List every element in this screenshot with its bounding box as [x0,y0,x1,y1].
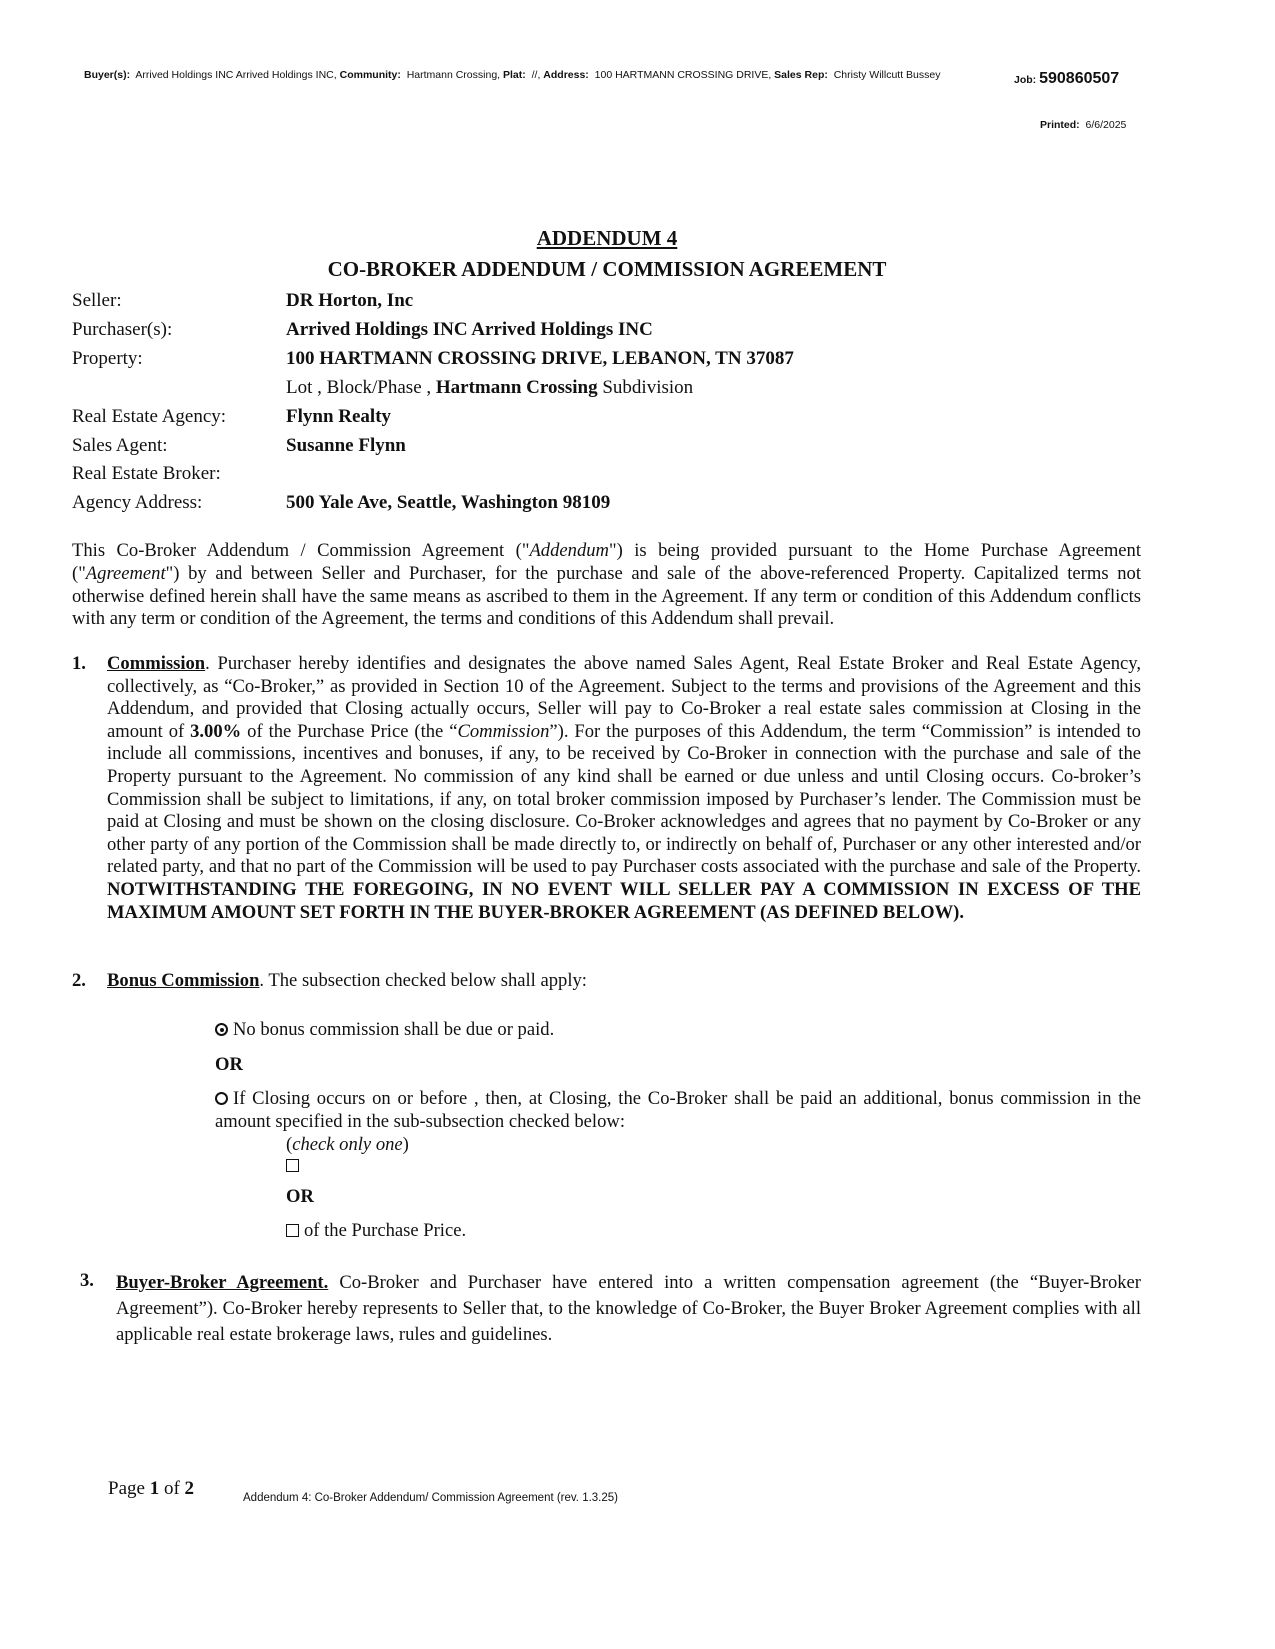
section-3-body [116,1270,1141,1348]
commission-percent: 3.00% [190,720,242,742]
printed-label: Printed: [1040,119,1080,131]
option-no-bonus[interactable] [215,1019,554,1042]
field-label: Seller: [72,290,122,311]
section-2-text: . The subsection checked below shall apply: [259,970,587,991]
field-label: Purchaser(s): [72,319,173,340]
check-only-one-note [286,1134,409,1157]
agreement-term: Agreement [85,562,166,584]
sales-rep-label: Sales Rep: [774,69,828,81]
subdivision-name: Hartmann Crossing [435,377,598,398]
field-value: DR Horton, Inc [286,290,414,311]
field-label: Real Estate Broker: [72,463,221,484]
section-3-text: Co-Broker and Purchaser have entered into a written compensation agreement (the “Buyer-Broker Agreement”). Co-Broker hereby represents to Seller that, to the knowledge of Co-Broker, the Buyer Broker Agreement complies with all applicable real estate brokerage laws, rules and guidelines. [116,1272,1141,1345]
addendum-term: Addendum [529,540,609,561]
field-value: Flynn Realty [286,406,392,427]
buyers-value: Arrived Holdings INC Arrived Holdings INC, [135,69,337,81]
address-value: 100 HARTMANN CROSSING DRIVE, [594,69,772,81]
section-1-body [107,653,1141,924]
section-2-intro [107,970,587,993]
field-label: Sales Agent: [72,435,168,456]
radio-selected-icon[interactable] [215,1023,228,1036]
sub-option-2[interactable] [286,1220,466,1243]
intro-text: ") is being provided pursuant to the Home Purchase Agreement (" [72,540,1141,584]
document-title: ADDENDUM 4 [536,226,678,250]
page-current: 1 [149,1478,160,1499]
printed-date-block [1040,119,1126,131]
option-bonus-label: If Closing occurs on or before , then, at Closing, the Co-Broker shall be paid an additional, bonus commission in the amount specified in the sub-subsection checked below: [215,1088,1141,1132]
field-value: 100 HARTMANN CROSSING DRIVE, LEBANON, TN 37087 [286,348,794,369]
radio-unselected-icon[interactable] [215,1092,228,1105]
sub-option-2-label: of the Purchase Price. [304,1220,467,1241]
section-2-number: 2. [72,970,86,991]
field-value [286,376,693,400]
commission-term: Commission [457,720,550,742]
section-1-text: . Purchaser hereby identifies and designates the above named Sales Agent, Real Estate Broker and Real Estate Agency, collectively, as “Co-Broker,” as provided in Section 10 of the Agreement. Subject to the terms and provisions of the Agreement and this Addendum, and provided that Closing actually occurs, Seller will pay to Co-Broker a real estate sales commission at Closing in the amount of [107,653,1141,742]
job-label: Job: [1014,74,1037,86]
page-prefix: Page [108,1478,150,1499]
section-3-number: 3. [80,1270,94,1291]
job-number: 590860507 [1039,70,1120,87]
sales-rep-value: Christy Willcutt Bussey [833,69,941,81]
section-3-heading: Buyer-Broker Agreement. [116,1272,329,1293]
checkbox-icon[interactable] [286,1159,299,1172]
intro-text: ") by and between Seller and Purchaser, for the purchase and sale of the above-referenced Property. Capitalized terms not otherwise defined herein shall have the same means as ascribed to them in the Agreement. If any term or condition of this Addendum conflicts with any term or condition of the Agreement, the terms and conditions of this Addendum shall prevail. [72,562,1141,630]
plat-label: Plat: [503,69,526,81]
address-label: Address: [543,69,589,81]
buyers-label: Buyer(s): [84,69,131,81]
section-1-bold-clause: NOTWITHSTANDING THE FOREGOING, IN NO EVENT WILL SELLER PAY A COMMISSION IN EXCESS OF THE MAXIMUM AMOUNT SET FORTH IN THE BUYER-BROKER AGREEMENT (AS DEFINED BELOW). [107,878,1141,923]
sub-option-1[interactable] [286,1155,304,1178]
intro-text: This Co-Broker Addendum / Commission Agreement (" [72,540,530,561]
check-only-one-text: check only one [292,1134,403,1155]
document-subtitle: CO-BROKER ADDENDUM / COMMISSION AGREEMENT [327,257,887,281]
checkbox-icon[interactable] [286,1224,299,1237]
paren-close: ) [402,1134,409,1155]
section-1-number: 1. [72,653,86,674]
printed-date: 6/6/2025 [1085,119,1127,131]
document-reference: Addendum 4: Co-Broker Addendum/ Commission Agreement (rev. 1.3.25) [243,1492,618,1504]
section-1-heading: Commission [107,653,206,674]
option-bonus[interactable] [215,1088,1141,1133]
intro-paragraph [72,540,1141,631]
section-2-heading: Bonus Commission [107,970,260,991]
job-number-block [1014,70,1119,88]
field-value: Susanne Flynn [286,435,406,456]
field-label: Property: [72,348,143,369]
lot-block-text: Lot , Block/Phase , [286,377,432,398]
field-value: 500 Yale Ave, Seattle, Washington 98109 [286,492,611,513]
section-1-text: of the Purchase Price (the “ [241,720,458,742]
page-number [108,1478,194,1500]
or-separator: OR [215,1054,243,1075]
page-total: 2 [184,1478,195,1499]
option-no-bonus-label: No bonus commission shall be due or paid. [233,1019,555,1040]
field-value: Arrived Holdings INC Arrived Holdings INC [286,319,653,340]
community-value: Hartmann Crossing, [406,69,501,81]
page-of: of [159,1478,185,1499]
community-label: Community: [339,69,401,81]
subdivision-suffix: Subdivision [602,377,694,398]
field-label: Agency Address: [72,492,203,513]
document-header [84,69,941,81]
plat-value: //, [531,69,541,81]
section-1-text: ”). For the purposes of this Addendum, the term “Commission” is intended to include all commissions, incentives and bonuses, if any, to be received by Co-Broker in connection with the purchase and sale of the Property pursuant to the Agreement. No commission of any kind shall be earned or due unless and until Closing occurs. Co-broker’s Commission shall be subject to limitations, if any, on total broker commission imposed by Purchaser’s lender. The Commission must be paid at Closing and must be shown on the closing disclosure. Co-Broker acknowledges and agrees that no payment by Co-Broker or any other party of any portion of the Commission shall be made directly to, or indirectly on behalf of, Purchaser or any other interested and/or related party, and that no part of the Commission will be used to pay Purchaser costs associated with the purchase and sale of the Property. [107,720,1141,878]
field-label: Real Estate Agency: [72,406,227,427]
paren-open: ( [286,1134,293,1155]
or-separator: OR [286,1186,314,1207]
